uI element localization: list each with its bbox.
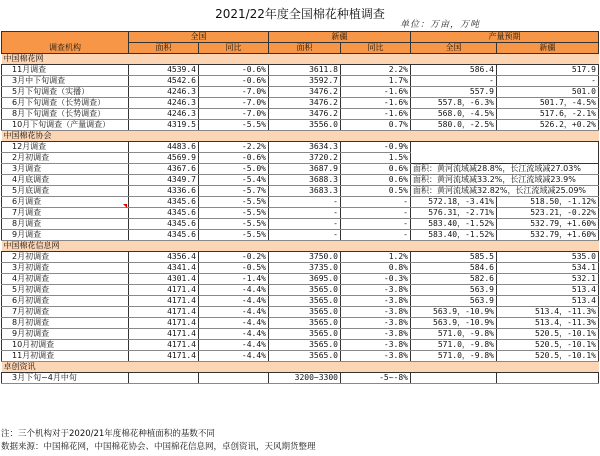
cotton-survey-table — [1, 31, 599, 384]
forecast-note: 面积：黄河流域减32.82%，长江流域减25.09% — [411, 186, 599, 197]
forecast-national: 563.9，-10.9% — [411, 307, 497, 318]
forecast-xinjiang: 532.79，+1.60% — [497, 219, 599, 230]
xinjiang-yoy: 1.2% — [341, 252, 411, 263]
forecast-national: 571.0，-9.8% — [411, 329, 497, 340]
group-name: 中国棉花信息网 — [2, 241, 599, 252]
table-row — [2, 318, 599, 329]
xinjiang-yoy: -3.8% — [341, 329, 411, 340]
xinjiang-area: 3634.3 — [269, 142, 341, 153]
forecast-national: 582.6 — [411, 274, 497, 285]
national-area: 4345.6 — [129, 208, 199, 219]
survey-name: 8月下旬调查（长势调查） — [2, 109, 129, 120]
survey-name: 7月调查 — [2, 208, 129, 219]
forecast-xinjiang: 532.79，+1.60% — [497, 230, 599, 241]
survey-name: 3月下旬~4月中旬 — [2, 373, 129, 384]
table-row — [2, 252, 599, 263]
survey-name: 4月初调查 — [2, 274, 129, 285]
xinjiang-yoy: -0.3% — [341, 274, 411, 285]
national-area: 4319.5 — [129, 120, 199, 131]
xinjiang-area: - — [269, 219, 341, 230]
table-row — [2, 164, 599, 175]
forecast-national: 580.0，-2.5% — [411, 120, 497, 131]
national-area: 4341.4 — [129, 263, 199, 274]
xinjiang-area: 3565.0 — [269, 318, 341, 329]
national-area — [129, 373, 199, 384]
forecast-national: 572.18，-3.41% — [411, 197, 497, 208]
forecast-national: 563.9，-10.9% — [411, 318, 497, 329]
survey-name: 12月调查 — [2, 142, 129, 153]
header-forecast-national: 全国 — [411, 43, 497, 54]
table-row — [2, 373, 599, 384]
national-area: 4246.3 — [129, 109, 199, 120]
national-area: 4336.6 — [129, 186, 199, 197]
forecast-xinjiang: 523.21，-0.22% — [497, 208, 599, 219]
xinjiang-yoy: 2.2% — [341, 65, 411, 76]
note-data-source: 数据来源：中国棉花网，中国棉花协会、中国棉花信息网，卓创资讯，天风期货整理 — [1, 442, 316, 452]
survey-name: 4月底调查 — [2, 175, 129, 186]
national-area: 4246.3 — [129, 87, 199, 98]
header-org: 调查机构 — [2, 32, 129, 54]
table-row — [2, 285, 599, 296]
survey-name: 8月初调查 — [2, 318, 129, 329]
survey-name: 3月初调查 — [2, 263, 129, 274]
table-row — [2, 351, 599, 362]
survey-name: 2月初调查 — [2, 252, 129, 263]
national-area: 4483.6 — [129, 142, 199, 153]
survey-name: 5月下旬调查（实播） — [2, 87, 129, 98]
table-row — [2, 76, 599, 87]
national-area: 4171.4 — [129, 296, 199, 307]
xinjiang-area: 3695.0 — [269, 274, 341, 285]
national-area: 4569.9 — [129, 153, 199, 164]
forecast-national: 568.0，-4.5% — [411, 109, 497, 120]
national-yoy: -4.4% — [199, 340, 269, 351]
xinjiang-area: - — [269, 208, 341, 219]
xinjiang-area: 3611.8 — [269, 65, 341, 76]
national-area: 4345.6 — [129, 219, 199, 230]
xinjiang-area: - — [269, 197, 341, 208]
forecast-xinjiang: 520.5，-10.1% — [497, 329, 599, 340]
group-row — [2, 131, 599, 142]
national-area: 4542.6 — [129, 76, 199, 87]
survey-name: 6月下旬调查（长势调查） — [2, 98, 129, 109]
group-name: 卓创资讯 — [2, 362, 599, 373]
national-yoy: -0.2% — [199, 252, 269, 263]
xinjiang-area: 3687.9 — [269, 164, 341, 175]
survey-name: 5月底调查 — [2, 186, 129, 197]
header-national-yoy: 同比 — [199, 43, 269, 54]
national-area: 4246.3 — [129, 98, 199, 109]
xinjiang-yoy: -3.8% — [341, 318, 411, 329]
table-row — [2, 120, 599, 131]
xinjiang-area: 3476.2 — [269, 109, 341, 120]
table-row — [2, 98, 599, 109]
xinjiang-yoy: -1.6% — [341, 98, 411, 109]
xinjiang-yoy: -1.6% — [341, 87, 411, 98]
header-forecast: 产量预期 — [411, 32, 599, 43]
forecast-xinjiang — [497, 373, 599, 384]
forecast-xinjiang: 526.2，+0.2% — [497, 120, 599, 131]
survey-name: 7月初调查 — [2, 307, 129, 318]
national-yoy: -5.4% — [199, 175, 269, 186]
xinjiang-area: 3476.2 — [269, 98, 341, 109]
xinjiang-area: 3565.0 — [269, 351, 341, 362]
survey-name: 6月调查 — [2, 197, 129, 208]
group-row — [2, 54, 599, 65]
table-row — [2, 175, 599, 186]
group-name: 中国棉花网 — [2, 54, 599, 65]
group-row — [2, 362, 599, 373]
survey-name: 10月下旬调查（产量调查） — [2, 120, 129, 131]
national-area: 4171.4 — [129, 351, 199, 362]
survey-name: 5月初调查 — [2, 285, 129, 296]
national-yoy: -5.0% — [199, 164, 269, 175]
forecast-national: 557.8，-6.3% — [411, 98, 497, 109]
forecast-national: 571.0，-9.8% — [411, 340, 497, 351]
forecast-xinjiang: 501.0 — [497, 87, 599, 98]
xinjiang-area: 3688.3 — [269, 175, 341, 186]
national-yoy: -5.5% — [199, 197, 269, 208]
header-xinjiang-area: 面积 — [269, 43, 341, 54]
national-yoy: -5.5% — [199, 120, 269, 131]
national-yoy: -5.5% — [199, 219, 269, 230]
xinjiang-yoy: -1.6% — [341, 109, 411, 120]
table-row — [2, 153, 599, 164]
xinjiang-area: 3565.0 — [269, 307, 341, 318]
forecast-xinjiang: 518.50，-1.12% — [497, 197, 599, 208]
forecast-xinjiang: 517.9 — [497, 65, 599, 76]
forecast-national: 583.40，-1.52% — [411, 219, 497, 230]
national-yoy: -5.5% — [199, 230, 269, 241]
table-row — [2, 87, 599, 98]
national-yoy: -0.6% — [199, 76, 269, 87]
survey-name: 11月初调查 — [2, 351, 129, 362]
forecast-note: 面积：黄河流域减33.2%，长江流域减23.9% — [411, 175, 599, 186]
comment-marker-icon — [123, 204, 127, 208]
table-row — [2, 230, 599, 241]
xinjiang-yoy: - — [341, 208, 411, 219]
table-row — [2, 142, 599, 153]
table-body — [2, 54, 599, 384]
table-row — [2, 307, 599, 318]
table-row — [2, 263, 599, 274]
xinjiang-area: 3556.0 — [269, 120, 341, 131]
national-yoy: -5.5% — [199, 208, 269, 219]
xinjiang-yoy: -3.8% — [341, 296, 411, 307]
forecast-national: 583.40，-1.52% — [411, 230, 497, 241]
forecast-national: 576.31，-2.71% — [411, 208, 497, 219]
survey-name: 11月调查 — [2, 65, 129, 76]
survey-name: 8月调查 — [2, 219, 129, 230]
national-area: 4345.6 — [129, 197, 199, 208]
xinjiang-area: 3565.0 — [269, 296, 341, 307]
xinjiang-area: 3735.0 — [269, 263, 341, 274]
xinjiang-yoy: 0.6% — [341, 175, 411, 186]
table-row — [2, 109, 599, 120]
xinjiang-yoy: -3.8% — [341, 307, 411, 318]
national-yoy: -4.4% — [199, 329, 269, 340]
national-area: 4171.4 — [129, 318, 199, 329]
survey-name: 10月初调查 — [2, 340, 129, 351]
xinjiang-yoy: -5~-8% — [341, 373, 411, 384]
national-area: 4367.6 — [129, 164, 199, 175]
survey-name: 9月初调查 — [2, 329, 129, 340]
forecast-national: 563.9 — [411, 296, 497, 307]
forecast-xinjiang: 501.7，-4.5% — [497, 98, 599, 109]
forecast-empty — [411, 142, 599, 153]
xinjiang-yoy: 0.6% — [341, 164, 411, 175]
header-forecast-xinjiang: 新疆 — [497, 43, 599, 54]
table-row — [2, 208, 599, 219]
table-row — [2, 186, 599, 197]
group-name: 中国棉花协会 — [2, 131, 599, 142]
xinjiang-yoy: -3.8% — [341, 351, 411, 362]
xinjiang-area: 3592.7 — [269, 76, 341, 87]
forecast-national: 571.0，-9.8% — [411, 351, 497, 362]
forecast-xinjiang: 513.4 — [497, 296, 599, 307]
forecast-note: 面积：黄河流域减28.8%，长江流域减27.03% — [411, 164, 599, 175]
table-row — [2, 65, 599, 76]
xinjiang-area: 3683.3 — [269, 186, 341, 197]
xinjiang-yoy: - — [341, 219, 411, 230]
xinjiang-area: - — [269, 230, 341, 241]
national-yoy: -4.4% — [199, 296, 269, 307]
national-area: 4171.4 — [129, 340, 199, 351]
forecast-xinjiang: - — [497, 76, 599, 87]
header-xinjiang: 新疆 — [269, 32, 411, 43]
national-yoy: -7.0% — [199, 109, 269, 120]
table-row — [2, 219, 599, 230]
national-area: 4356.4 — [129, 252, 199, 263]
forecast-national: 563.9 — [411, 285, 497, 296]
xinjiang-yoy: 0.8% — [341, 263, 411, 274]
national-area: 4171.4 — [129, 329, 199, 340]
forecast-xinjiang: 520.5，-10.1% — [497, 340, 599, 351]
forecast-xinjiang: 532.1 — [497, 274, 599, 285]
xinjiang-area: 3720.2 — [269, 153, 341, 164]
survey-name: 9月调查 — [2, 230, 129, 241]
survey-name: 3月调查 — [2, 164, 129, 175]
xinjiang-yoy: 0.5% — [341, 186, 411, 197]
table-row — [2, 197, 599, 208]
xinjiang-area: 3565.0 — [269, 340, 341, 351]
national-area: 4301.4 — [129, 274, 199, 285]
xinjiang-yoy: 1.5% — [341, 153, 411, 164]
national-yoy: -0.6% — [199, 65, 269, 76]
forecast-national: 585.5 — [411, 252, 497, 263]
table-row — [2, 274, 599, 285]
group-row — [2, 241, 599, 252]
forecast-national: 584.6 — [411, 263, 497, 274]
national-yoy: -1.4% — [199, 274, 269, 285]
table-row — [2, 329, 599, 340]
forecast-xinjiang: 513.4，-11.3% — [497, 307, 599, 318]
xinjiang-area: 3565.0 — [269, 329, 341, 340]
forecast-national — [411, 373, 497, 384]
xinjiang-yoy: -3.8% — [341, 285, 411, 296]
national-yoy: -4.4% — [199, 307, 269, 318]
survey-name: 3月中下旬调查 — [2, 76, 129, 87]
xinjiang-area: 3750.0 — [269, 252, 341, 263]
xinjiang-yoy: -0.9% — [341, 142, 411, 153]
header-national-area: 面积 — [129, 43, 199, 54]
national-yoy: -0.5% — [199, 263, 269, 274]
note-base-difference: 注：三个机构对于2020/21年度棉花种植面积的基数不同 — [1, 429, 215, 439]
national-yoy — [199, 373, 269, 384]
national-yoy: -7.0% — [199, 98, 269, 109]
xinjiang-area: 3476.2 — [269, 87, 341, 98]
xinjiang-area: 3200~3300 — [269, 373, 341, 384]
national-area: 4171.4 — [129, 285, 199, 296]
national-yoy: -4.4% — [199, 318, 269, 329]
national-yoy: -2.2% — [199, 142, 269, 153]
national-area: 4171.4 — [129, 307, 199, 318]
xinjiang-yoy: 1.7% — [341, 76, 411, 87]
forecast-national: 586.4 — [411, 65, 497, 76]
xinjiang-yoy: - — [341, 230, 411, 241]
forecast-national: 557.9 — [411, 87, 497, 98]
national-area: 4349.7 — [129, 175, 199, 186]
forecast-empty — [411, 153, 599, 164]
table-row — [2, 340, 599, 351]
xinjiang-yoy: 0.7% — [341, 120, 411, 131]
national-area: 4345.6 — [129, 230, 199, 241]
forecast-xinjiang: 513.4 — [497, 285, 599, 296]
national-area: 4539.4 — [129, 65, 199, 76]
national-yoy: -5.7% — [199, 186, 269, 197]
forecast-xinjiang: 535.0 — [497, 252, 599, 263]
page-title: 2021/22年度全国棉花种植调查 — [215, 7, 385, 21]
header-national: 全国 — [129, 32, 269, 43]
forecast-xinjiang: 513.4，-11.3% — [497, 318, 599, 329]
forecast-xinjiang: 520.5，-10.1% — [497, 351, 599, 362]
forecast-xinjiang: 534.1 — [497, 263, 599, 274]
table-row — [2, 296, 599, 307]
survey-name: 6月初调查 — [2, 296, 129, 307]
forecast-xinjiang: 517.6，-2.1% — [497, 109, 599, 120]
header-xinjiang-yoy: 同比 — [341, 43, 411, 54]
unit-label: 单位：万亩，万吨 — [400, 20, 481, 30]
survey-name: 2月初调查 — [2, 153, 129, 164]
xinjiang-yoy: - — [341, 197, 411, 208]
xinjiang-area: 3565.0 — [269, 285, 341, 296]
xinjiang-yoy: -3.8% — [341, 340, 411, 351]
national-yoy: -0.6% — [199, 153, 269, 164]
forecast-national: - — [411, 76, 497, 87]
national-yoy: -4.4% — [199, 285, 269, 296]
national-yoy: -4.4% — [199, 351, 269, 362]
national-yoy: -7.0% — [199, 87, 269, 98]
